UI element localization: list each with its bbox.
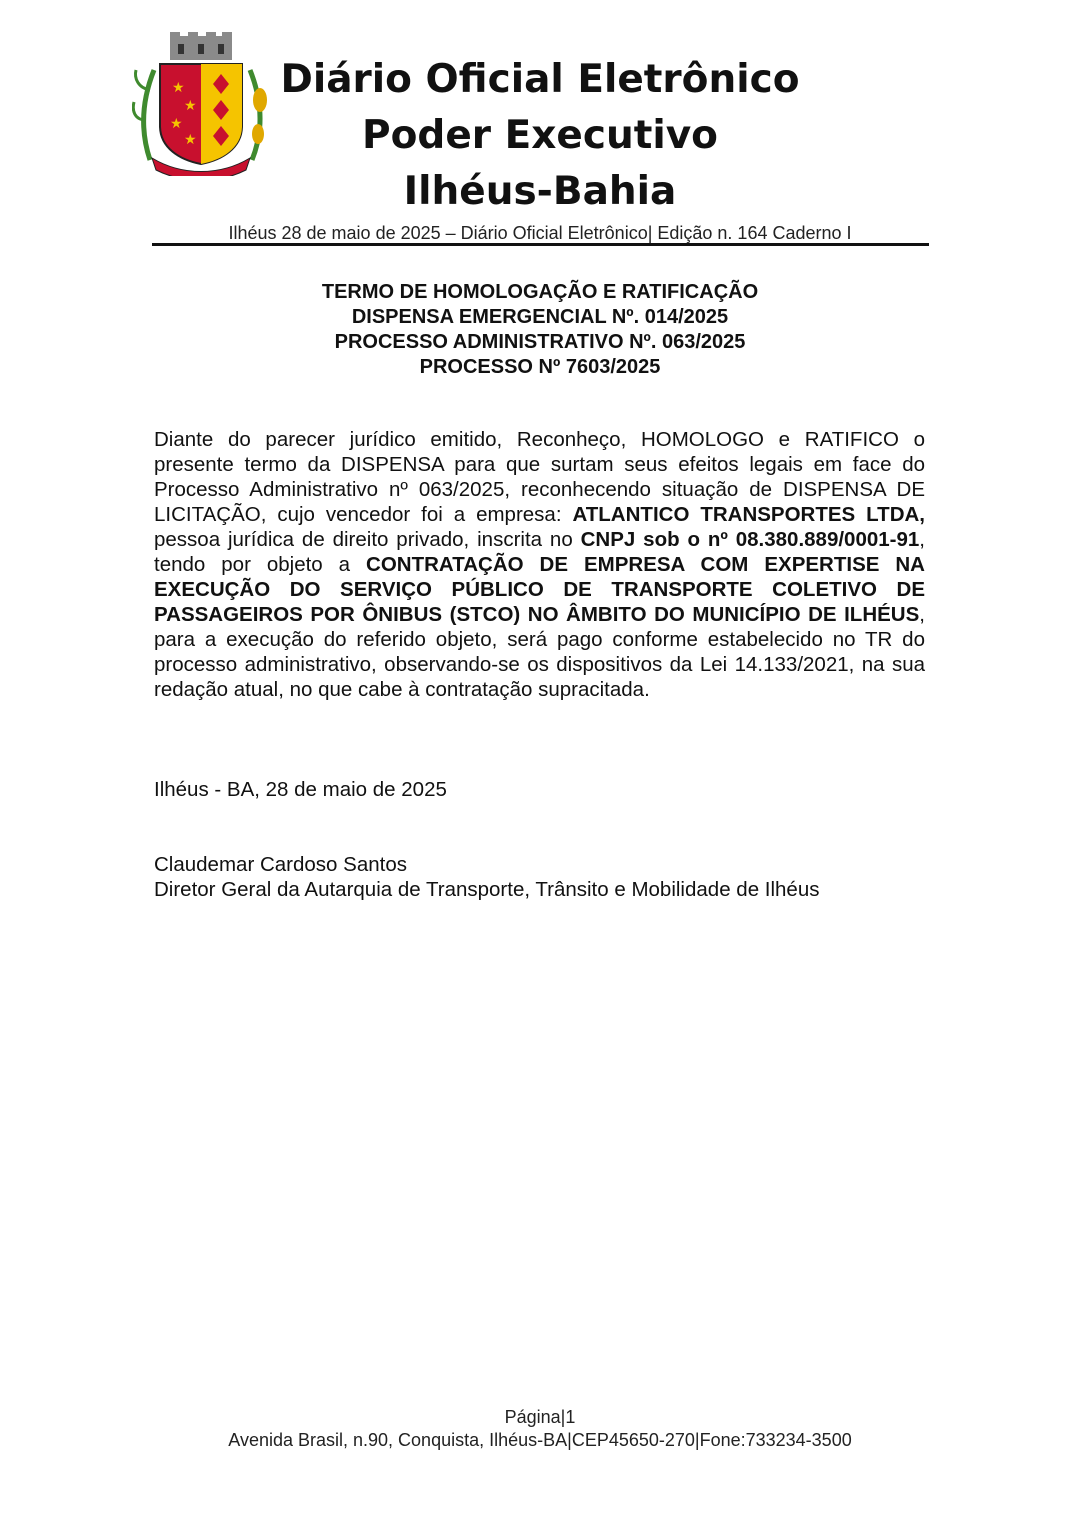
signature-block xyxy=(154,852,820,902)
svg-text:★: ★ xyxy=(184,98,197,114)
municipal-coat-of-arms-icon xyxy=(132,30,270,176)
masthead-title: Diário Oficial Eletrônico xyxy=(280,57,800,102)
title-line-process: PROCESSO Nº 7603/2025 xyxy=(419,356,661,378)
masthead-branch: Poder Executivo xyxy=(362,113,718,158)
title-line-dispensa: DISPENSA EMERGENCIAL Nº. 014/2025 xyxy=(351,306,729,328)
footer-address: Avenida Brasil, n.90, Conquista, Ilhéus-BA|CEP45650-270|Fone:733234-3500 xyxy=(228,1430,852,1450)
body-text-legal-entity: pessoa jurídica de direito privado, inscrita no xyxy=(154,528,581,551)
header-divider xyxy=(152,243,929,246)
svg-text:★: ★ xyxy=(172,80,185,96)
body-text-object-intro: , tendo por objeto a xyxy=(154,528,925,576)
body-text-intro: Diante do parecer jurídico emitido, Reconheço, HOMOLOGO e RATIFICO o presente termo da DISPENSA para que surtam seus efeitos legais em face do Processo Administrativo nº 063/2025, reconhecendo situação de DISPENSA DE LICITAÇÃO, cujo vencedor foi a empresa: xyxy=(154,428,925,526)
document-title xyxy=(154,280,926,380)
body-text-closing: , para a execução do referido objeto, será pago conforme estabelecido no TR do processo administrativo, observando-se os dispositivos da Lei 14.133/2021, na sua redação atual, no que cabe à contratação supracitada. xyxy=(154,603,925,701)
body-paragraph xyxy=(154,427,925,702)
company-name: ATLANTICO TRANSPORTES LTDA, xyxy=(572,503,925,526)
edition-line: Ilhéus 28 de maio de 2025 – Diário Oficial Eletrônico| Edição n. 164 Caderno I xyxy=(228,223,852,243)
svg-text:★: ★ xyxy=(184,132,197,148)
masthead xyxy=(270,52,810,220)
title-line-term: TERMO DE HOMOLOGAÇÃO E RATIFICAÇÃO xyxy=(321,281,759,303)
signer-name: Claudemar Cardoso Santos xyxy=(154,853,407,876)
page-number: Página|1 xyxy=(504,1407,576,1427)
svg-text:★: ★ xyxy=(170,116,183,132)
title-line-admin-process: PROCESSO ADMINISTRATIVO Nº. 063/2025 xyxy=(334,331,746,353)
cnpj-number: CNPJ sob o nº 08.380.889/0001-91 xyxy=(580,528,920,551)
masthead-city: Ilhéus-Bahia xyxy=(403,169,677,214)
signer-role: Diretor Geral da Autarquia de Transporte, Trânsito e Mobilidade de Ilhéus xyxy=(154,878,820,901)
contract-object: CONTRATAÇÃO DE EMPRESA COM EXPERTISE NA EXECUÇÃO DO SERVIÇO PÚBLICO DE TRANSPORTE COLETIVO DE PASSAGEIROS POR ÔNIBUS (STCO) NO ÂMBITO DO MUNICÍPIO DE ILHÉUS xyxy=(154,553,925,626)
page-footer xyxy=(0,1406,1080,1452)
date-line: Ilhéus - BA, 28 de maio de 2025 xyxy=(154,778,447,801)
